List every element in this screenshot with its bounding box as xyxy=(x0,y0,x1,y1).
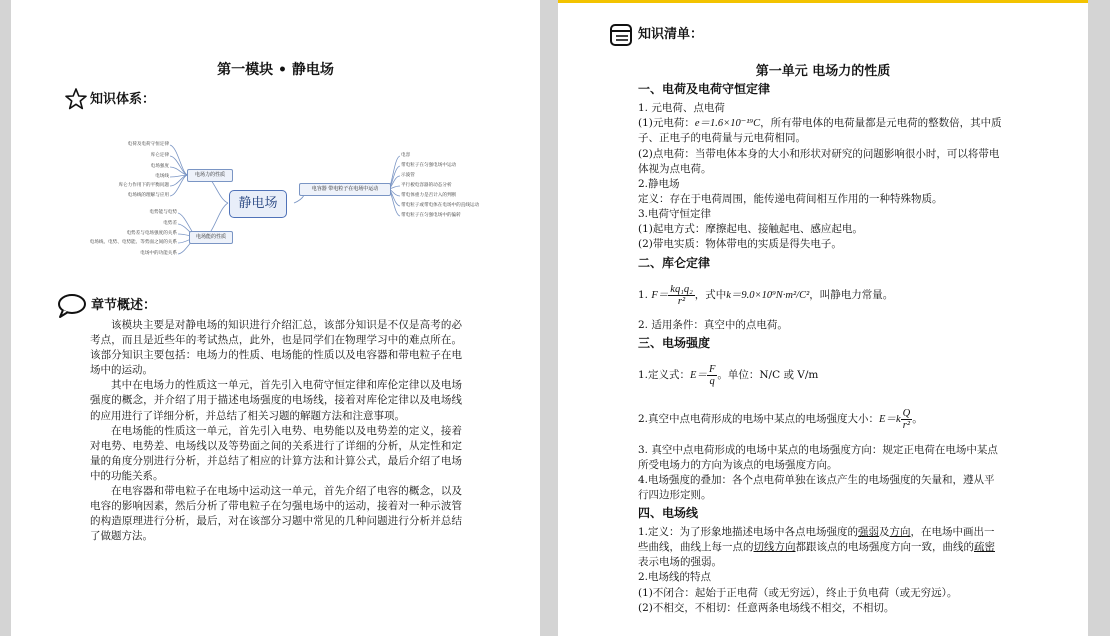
overview-body xyxy=(90,318,462,544)
notebook-icon xyxy=(608,22,634,48)
text-line: (2)带电实质：物体带电的实质是得失电子。 xyxy=(638,238,842,250)
knowledge-system-heading: 知识体系： xyxy=(90,92,156,107)
overview-paragraph: 在电容器和带电粒子在电场中运动这一单元，首先介绍了电容的概念，以及电容的影响因素，然后分析了带电粒子在匀强电场中的运动，接着对一种示波管的构造原理进行分析，最后，对在该部分习题中常见的几种问题进行分析并总结了做题方法。 xyxy=(90,485,462,543)
overview-paragraph: 其中在电场力的性质这一单元，首先引入电荷守恒定律和库伦定律以及电场强度的概念，并介绍了用于描述电场强度的电场线，接着对库伦定律以及电场线的应用进行了详细分析，并总结了相关习题的解题方法和注意事项。 xyxy=(90,379,462,422)
text-line: 所受电场力的方向为该点的电场强度方向。 xyxy=(638,459,838,471)
mindmap-leaf: 电势差与电场强度的关系 xyxy=(126,231,177,236)
text-line: 些曲线，曲线上每一点的切线方向都跟该点的电场强度方向一致，曲线的疏密 xyxy=(638,541,995,553)
mindmap-node-capacitor: 电容器 带电粒子在电场中运动 xyxy=(299,183,391,196)
point-charge-field-formula: 2.真空中点电荷形成的电场中某点的电场强度大小：E＝k $\frac{Q}{\text{r²}}$ 。 xyxy=(638,407,923,431)
mindmap-node-energy: 电场能的性质 xyxy=(189,231,233,244)
text-line: 1.定义：为了形象地描述电场中各点电场强度的强弱及方向，在电场中画出一 xyxy=(638,526,995,538)
mindmap-connectors xyxy=(126,137,466,267)
text-line: (2)不相交，不相切：任意两条电场线不相交，不相切。 xyxy=(638,602,895,614)
left-page xyxy=(11,0,540,636)
text-line: 行四边形定则。 xyxy=(638,489,712,501)
mindmap-leaf: 电场线 xyxy=(155,174,169,179)
overview-paragraph: 该模块主要是对静电场的知识进行介绍汇总，该部分知识是不仅是高考的必考点，而且是近些年的考试热点，此外，也是同学们在物理学习中的难点所在。该部分知识主要包括：电场力的性质、电场能的性质以及电容器和带电粒子在电场中的运动。 xyxy=(90,319,462,377)
mindmap-leaf: 电容 xyxy=(401,153,411,158)
chapter-overview-heading: 章节概述： xyxy=(91,298,157,313)
section-heading: 二、库仑定律 xyxy=(638,256,711,270)
mindmap-node-force: 电场力的性质 xyxy=(187,169,233,182)
module-title: 第一模块 • 静电场 xyxy=(217,62,334,78)
mindmap-leaf: 库仑力作用下的平衡问题 xyxy=(118,183,169,188)
mindmap-leaf: 电场线的理解与应用 xyxy=(127,193,169,198)
page-top-bar xyxy=(558,0,1088,3)
mindmap-leaf: 电场强度 xyxy=(150,164,169,169)
text-line: 子、正电子的电荷量与元电荷相同。 xyxy=(638,132,806,144)
unit-title: 第一单元 电场力的性质 xyxy=(755,64,891,79)
mindmap-leaf: 电势能与电势 xyxy=(149,210,177,215)
text-line: 表示电场的强弱。 xyxy=(638,556,722,568)
mindmap-leaf: 电势差 xyxy=(163,221,177,226)
mindmap-leaf: 电场中的功能关系 xyxy=(140,251,177,256)
section-heading: 三、电场强度 xyxy=(638,336,711,350)
mindmap-leaf: 电场线、电势、电势能、等势面之间的关系 xyxy=(89,240,177,245)
text-line: 2.电场线的特点 xyxy=(638,571,712,583)
knowledge-list-heading: 知识清单： xyxy=(638,27,704,42)
mindmap-leaf: 示波管 xyxy=(401,173,415,178)
section-heading: 一、电荷及电荷守恒定律 xyxy=(638,82,771,96)
star-icon xyxy=(64,87,88,111)
speech-bubble-icon xyxy=(56,293,88,319)
field-definition-formula: 1.定义式：E＝ $\frac{F}{q}$ 。单位：N/C 或 V/m xyxy=(638,363,819,387)
text-line: 2.静电场 xyxy=(638,178,680,190)
mindmap-leaf: 电荷及电荷守恒定律 xyxy=(127,142,169,147)
text-line: 定义：存在于电荷周围，能传递电荷间相互作用的一种特殊物质。 xyxy=(638,193,943,205)
coulomb-formula: 1. F＝ $\frac{\text{kq₁q₂}}{\text{r²}}$ ，式中k＝9.0×10⁹N·m²/C²，叫静电力常量。 xyxy=(638,283,894,307)
text-line: (1)元电荷：e＝1.6×10⁻¹⁹C，所有带电体的电荷量都是元电荷的整数倍，其中质 xyxy=(638,117,1002,129)
text-line: (1)起电方式：摩擦起电、接触起电、感应起电。 xyxy=(638,223,863,235)
right-page xyxy=(558,0,1088,636)
overview-paragraph: 在电场能的性质这一单元，首先引入电势、电势能以及电势差的定义，接着对电势、电势差、电场线以及等势面之间的关系进行了详细的分析，从定性和定量的角度分别进行分析，并总结了相应的计算方法和计算公式，最后介绍了电场中的功能关系。 xyxy=(90,424,462,482)
text-line: 3.电荷守恒定律 xyxy=(638,208,712,220)
mindmap-leaf: 带电粒子在匀强电场中运动 xyxy=(401,163,457,168)
mindmap-leaf: 库仑定律 xyxy=(150,153,169,158)
text-line: 1. 元电荷、点电荷 xyxy=(638,102,725,114)
mindmap-central-node: 静电场 xyxy=(229,190,287,218)
section-heading: 四、电场线 xyxy=(638,506,699,520)
text-line: 体视为点电荷。 xyxy=(638,163,712,175)
text-line: 2. 适用条件：真空中的点电荷。 xyxy=(638,319,788,331)
text-line: (1)不闭合：起始于正电荷（或无穷远），终止于负电荷（或无穷远）。 xyxy=(638,587,958,599)
mindmap-leaf: 带电粒子或带电体在电场中的直线运动 xyxy=(401,203,480,208)
text-line: 4.电场强度的叠加：各个点电荷单独在该点产生的电场强度的矢量和，遵从平 xyxy=(638,474,995,486)
text-line: 3. 真空中点电荷形成的电场中某点的电场强度方向：规定正电荷在电场中某点 xyxy=(638,444,998,456)
mindmap-leaf: 带电体重力是否计入的判断 xyxy=(401,193,457,198)
text-line: (2)点电荷：当带电体本身的大小和形状对研究的问题影响很小时，可以将带电 xyxy=(638,148,1000,160)
mindmap-leaf: 平行板电容器的动态分析 xyxy=(401,183,452,188)
mindmap-leaf: 带电粒子在匀强电场中的偏转 xyxy=(401,213,461,218)
